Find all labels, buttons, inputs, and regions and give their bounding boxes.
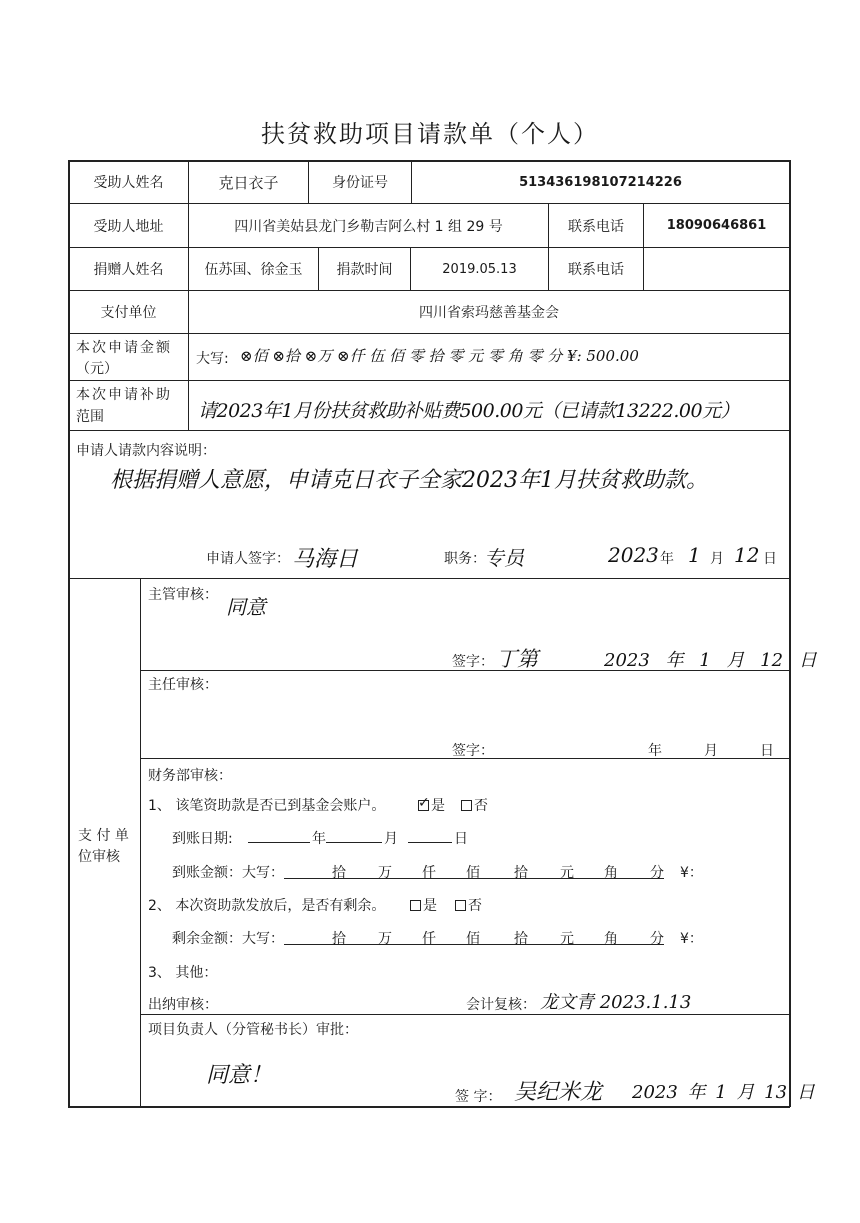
- director-date: 年 月 日: [648, 743, 774, 759]
- q3-text: 3、 其他：: [148, 965, 218, 981]
- supervisor-date: 2023 年 1 月 12 日: [604, 650, 817, 671]
- finance-label: 财务部审核：: [148, 768, 232, 784]
- q2-no-checkbox[interactable]: 否: [455, 895, 482, 915]
- remain-amount-label: 剩余金额：大写：: [172, 931, 284, 947]
- explanation-text: 根据捐赠人意愿，申请克日衣子全家2023年1月扶贫救助款。: [110, 468, 708, 493]
- amount-prefix: 大写:: [196, 351, 229, 367]
- unit-jiao: 角: [604, 931, 618, 947]
- unit-qian: 仟: [422, 865, 436, 881]
- unit-bai: 佰: [466, 931, 480, 947]
- applicant-signature: 马海日: [292, 547, 359, 572]
- unit-qian: 仟: [422, 931, 436, 947]
- applicant-day: 12: [734, 543, 760, 567]
- month-char: 月: [710, 551, 724, 567]
- scope-label: 本次申请补助: [76, 387, 172, 403]
- q1-yes-checkbox[interactable]: ✓ 是: [418, 795, 445, 814]
- q1-no-checkbox[interactable]: 否: [461, 795, 488, 815]
- donation-time: 2019.05.13: [442, 261, 517, 277]
- amount-unit-label: （元）: [76, 361, 118, 377]
- supervisor-sign-label: 签字：: [452, 654, 494, 670]
- phone: 18090646861: [666, 218, 767, 233]
- q2-text: 2、 本次资助款发放后，是否有剩余。: [148, 898, 386, 914]
- arrive-amount-label: 到账金额：大写：: [172, 865, 284, 881]
- amount-label: 本次申请金额: [76, 340, 172, 356]
- unit-shi-2: 拾: [514, 931, 528, 947]
- supervisor-comment: 同意: [226, 595, 266, 619]
- id-number: 513436198107214226: [519, 174, 682, 190]
- unit-fen: 分: [650, 931, 664, 947]
- applicant-month: 1: [688, 543, 701, 567]
- amount-written: ⊗佰 ⊗拾 ⊗万 ⊗仟 伍 佰 零 拾 零 元 零 角 零 分 ¥: 500.00: [240, 347, 639, 365]
- arrive-month: 月: [384, 831, 398, 847]
- unit-yuan: 元: [560, 865, 574, 881]
- page-title: 扶贫救助项目请款单（个人）: [261, 120, 599, 148]
- unit-yuan: 元: [560, 931, 574, 947]
- payer-label: 支付单位: [100, 305, 157, 321]
- donor-label: 捐赠人姓名: [93, 262, 164, 278]
- applicant-sign-label: 申请人签字：: [206, 551, 290, 567]
- arrive-year-blank[interactable]: [248, 842, 310, 843]
- address-label: 受助人地址: [93, 218, 164, 235]
- unit-shi: 拾: [332, 865, 346, 881]
- unit-fen: 分: [650, 865, 664, 881]
- unit-jiao: 角: [604, 865, 618, 881]
- unit-bai: 佰: [466, 865, 480, 881]
- address: 四川省美姑县龙门乡勒吉阿么村 1 组 29 号: [234, 218, 503, 235]
- recipient-name-label: 受助人姓名: [93, 175, 164, 191]
- supervisor-label: 主管审核：: [148, 587, 218, 603]
- accountant-signature: 龙文青 2023.1.13: [540, 992, 692, 1013]
- leader-comment: 同意！: [206, 1063, 273, 1088]
- year-char: 年: [660, 551, 674, 567]
- cashier-label: 出纳审核：: [148, 997, 218, 1013]
- director-label: 主任审核：: [148, 677, 218, 693]
- arrive-yen: ¥：: [680, 865, 703, 881]
- explanation-label: 申请人请款内容说明：: [76, 443, 216, 459]
- donation-time-label: 捐款时间: [336, 262, 393, 278]
- unit-shi: 拾: [332, 931, 346, 947]
- arrive-year: 年: [312, 831, 326, 847]
- applicant-year: 2023: [608, 543, 659, 567]
- leader-sign-label: 签 字：: [455, 1089, 502, 1105]
- arrive-day: 日: [454, 831, 468, 847]
- arrive-month-blank[interactable]: [326, 842, 382, 843]
- audit-side-label-2: 位审核: [78, 849, 120, 865]
- position-label: 职务：: [444, 551, 486, 567]
- day-char: 日: [763, 551, 777, 567]
- accountant-label: 会计复核：: [466, 997, 536, 1013]
- leader-date: 2023 年 1 月 13 日: [632, 1082, 815, 1103]
- check-icon: ✓: [418, 795, 430, 811]
- phone-label: 联系电话: [568, 218, 624, 235]
- audit-side-label: 支 付 单: [78, 828, 129, 844]
- position-value: 专员: [484, 546, 524, 570]
- q2-yes-checkbox[interactable]: 是: [410, 895, 437, 915]
- unit-shi-2: 拾: [514, 865, 528, 881]
- supervisor-signature: 丁第: [496, 647, 538, 671]
- id-label: 身份证号: [332, 175, 388, 191]
- scope-label-2: 范围: [76, 409, 104, 425]
- scope-text: 请2023年1月份扶贫救助补贴费500.00元（已请款13222.00元）: [198, 400, 740, 422]
- q1-text: 1、 该笔资助款是否已到基金会账户。: [148, 798, 386, 814]
- donor: 伍苏国、徐金玉: [204, 262, 303, 278]
- leader-label: 项目负责人（分管秘书长）审批：: [148, 1022, 358, 1038]
- leader-signature: 吴纪米龙: [514, 1080, 603, 1105]
- unit-wan: 万: [378, 931, 392, 947]
- arrive-day-blank[interactable]: [408, 842, 452, 843]
- unit-wan: 万: [378, 865, 392, 881]
- arrive-date-label: 到账日期:: [172, 831, 233, 847]
- payer: 四川省索玛慈善基金会: [419, 305, 559, 321]
- director-sign-label: 签字：: [452, 743, 494, 759]
- phone-label-2: 联系电话: [568, 262, 624, 278]
- recipient-name: 克日衣子: [218, 173, 279, 192]
- remain-yen: ¥：: [680, 931, 703, 947]
